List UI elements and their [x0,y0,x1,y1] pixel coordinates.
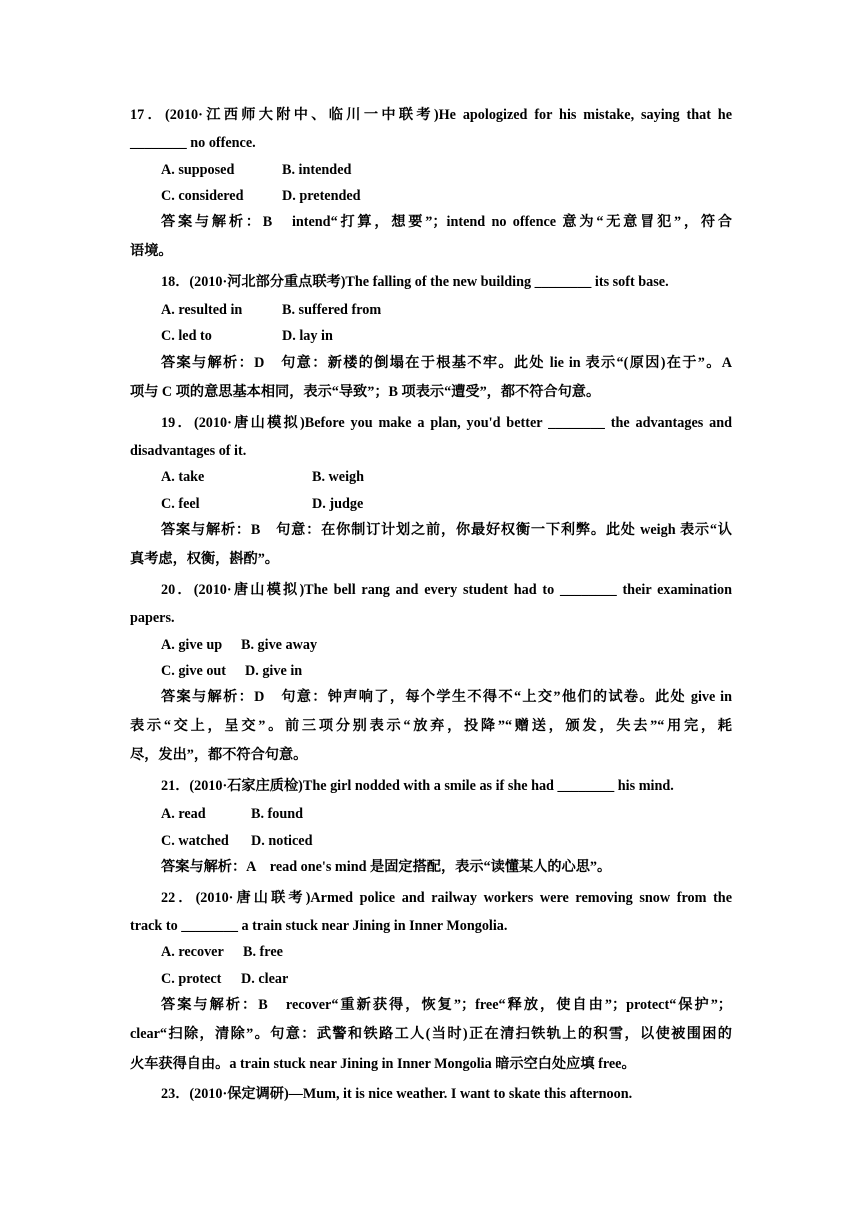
q19-answer: 答案与解析：B 句意：在你制订计划之前，你最好权衡一下利弊。此处 weigh 表示“认 [161,522,732,538]
q17-option-d: D. pretended [282,188,361,204]
q17-option-c: C. considered [161,188,244,204]
q19-option-a: A. take [161,469,205,485]
q19-option-c: C. feel [161,496,200,512]
q18-option-a: A. resulted in [161,302,243,318]
q21-option-d: D. noticed [251,833,313,849]
q22-answer-cont2: 火车获得自由。a train stuck near Jining in Inner Mongolia 暗示空白处应填 free。 [130,1056,636,1072]
q19-answer-cont: 真考虑，权衡，斟酌”。 [130,551,279,567]
q20-option-c: C. give out [161,663,227,679]
q18-option-b: B. suffered from [282,302,382,318]
q22-option-d: D. clear [241,971,289,987]
q18-answer-cont: 项与 C 项的意思基本相同，表示“导致”；B 项表示“遭受”，都不符合句意。 [130,384,601,400]
question-20-stem: 20．(2010·唐山模拟)The bell rang and every student had to ________ their examination [161,582,732,598]
q20-answer-cont2: 尽，发出”，都不符合句意。 [130,747,308,763]
question-20-stem-cont: papers. [130,610,175,626]
q17-answer-cont: 语境。 [130,243,173,259]
q17-option-a: A. supposed [161,162,235,178]
q22-answer-cont: clear“扫除，清除”。句意：武警和铁路工人(当时)正在清扫铁轨上的积雪，以使被围困的 [130,1026,732,1042]
q21-answer: 答案与解析：A read one's mind 是固定搭配，表示“读懂某人的心思”。 [161,859,612,875]
q20-answer-cont: 表示“交上，呈交”。前三项分别表示“放弃，投降”“赠送，颁发，失去”“用完，耗 [130,718,732,734]
question-22-stem: 22．(2010·唐山联考)Armed police and railway workers were removing snow from the [161,890,732,906]
q18-option-d: D. lay in [282,328,333,344]
question-17-stem-cont: ________ no offence. [130,135,256,151]
question-23-stem: 23．(2010·保定调研)—Mum, it is nice weather. I want to skate this afternoon. [161,1086,633,1102]
q19-option-b: B. weigh [312,469,365,485]
q22-option-c: C. protect [161,971,222,987]
question-22-stem-cont: track to ________ a train stuck near Jining in Inner Mongolia. [130,918,508,934]
q19-option-d: D. judge [312,496,364,512]
q20-option-d: D. give in [245,663,303,679]
q20-option-a: A. give up [161,637,223,653]
q21-option-b: B. found [251,806,304,822]
q22-option-b: B. free [243,944,283,960]
q20-answer: 答案与解析：D 句意：钟声响了，每个学生不得不“上交”他们的试卷。此处 give in [161,689,732,705]
q18-answer: 答案与解析：D 句意：新楼的倒塌在于根基不牢。此处 lie in 表示“(原因)在于”。A [161,355,732,371]
question-18-stem: 18．(2010·河北部分重点联考)The falling of the new building ________ its soft base. [161,274,669,290]
question-21-stem: 21．(2010·石家庄质检)The girl nodded with a smile as if she had ________ his mind. [161,778,674,794]
question-17-stem: 17．(2010·江西师大附中、临川一中联考)He apologized for his mistake, saying that he [130,107,732,123]
question-19-stem: 19．(2010·唐山模拟)Before you make a plan, you'd better ________ the advantages and [161,415,732,431]
q17-answer: 答案与解析：B intend“打算，想要”；intend no offence 意为“无意冒犯”，符合 [161,214,732,230]
q22-answer: 答案与解析：B recover“重新获得，恢复”；free“释放，使自由”；protect“保护”； [161,997,732,1013]
q20-option-b: B. give away [241,637,318,653]
q21-option-c: C. watched [161,833,229,849]
q22-option-a: A. recover [161,944,224,960]
q17-option-b: B. intended [282,162,352,178]
question-19-stem-cont: disadvantages of it. [130,443,247,459]
q21-option-a: A. read [161,806,206,822]
q18-option-c: C. led to [161,328,212,344]
